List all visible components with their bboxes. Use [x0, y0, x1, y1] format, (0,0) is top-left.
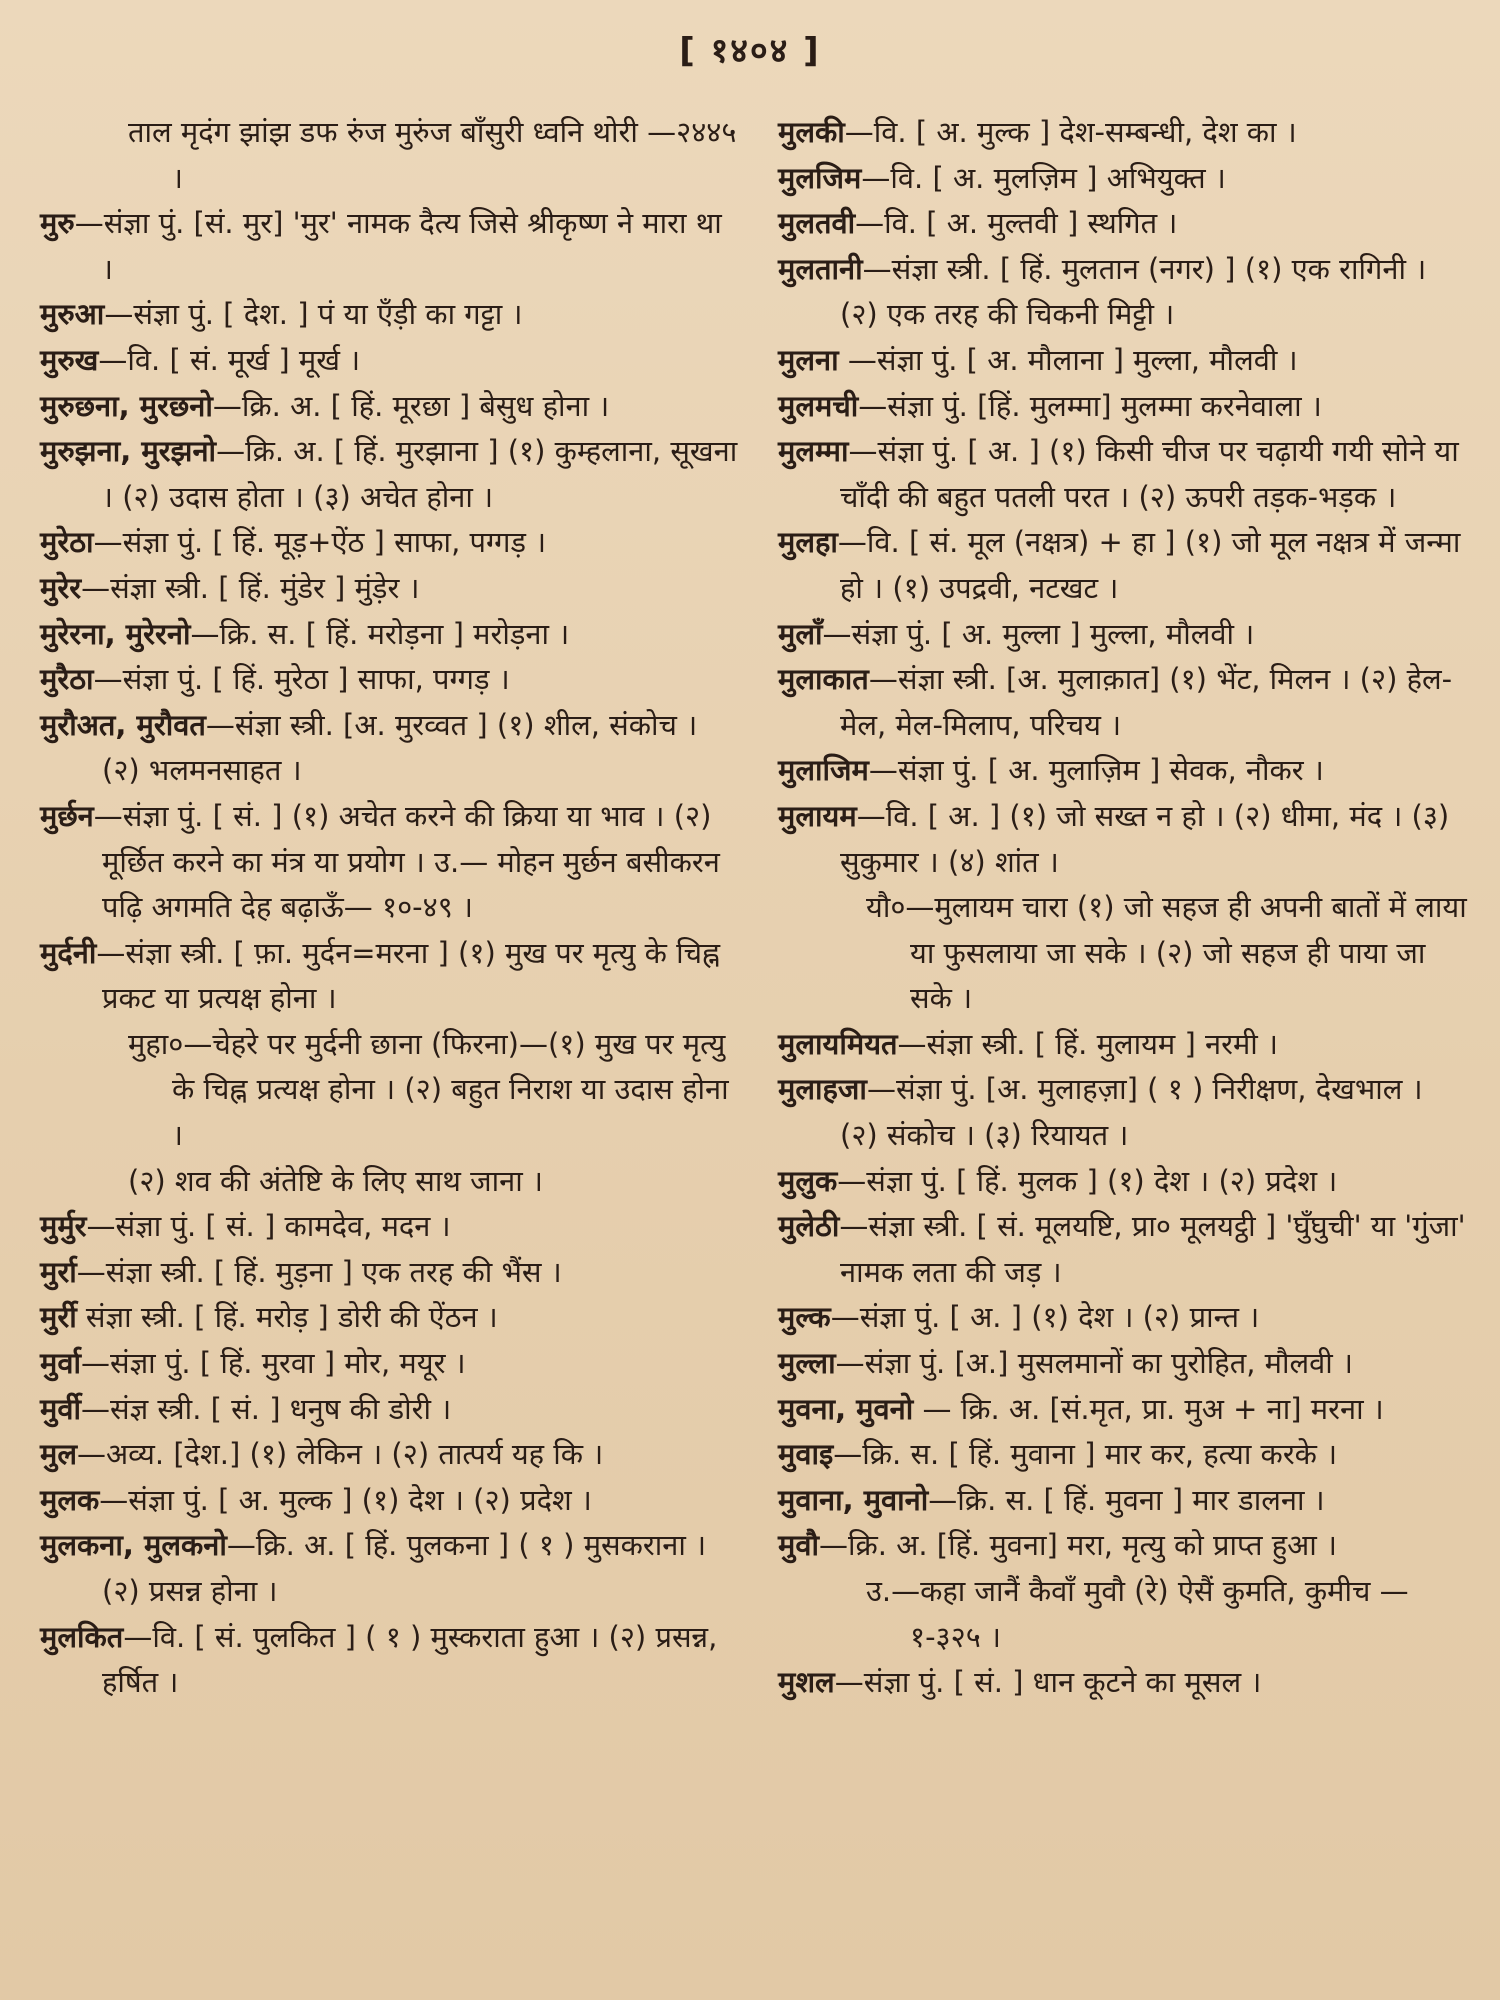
entry-headword: मुलायम — [778, 798, 857, 833]
dictionary-entry — [40, 1204, 740, 1250]
entry-definition: —संज्ञा स्त्री. [ हिं. मुंडेर ] मुंड़ेर । — [81, 570, 420, 605]
dictionary-entry — [40, 1387, 740, 1433]
dictionary-entry — [778, 201, 1468, 247]
dictionary-entry — [40, 612, 740, 658]
entry-headword: मुलतवी — [778, 206, 856, 241]
entry-headword: मुर्दनी — [40, 935, 97, 970]
dictionary-entry — [778, 885, 1468, 1022]
entry-headword: मुवाइ — [778, 1437, 834, 1472]
entry-definition: —क्रि. अ. [हिं. मुवना] मरा, मृत्यु को प्राप्त हुआ । — [818, 1528, 1337, 1563]
dictionary-entry — [778, 1478, 1468, 1524]
entry-definition: —संज्ञा पुं. [सं. मुर] 'मुर' नामक दैत्य जिसे श्रीकृष्ण ने मारा था । — [74, 206, 722, 286]
entry-headword: मुलाँ — [778, 616, 823, 651]
dictionary-entry — [40, 520, 740, 566]
entry-definition: —वि. [ अ. ] (१) जो सख्त न हो । (२) धीमा, मंद । (३) सुकुमार । (४) शांत । — [840, 798, 1450, 879]
dictionary-entry — [778, 110, 1468, 156]
entry-headword: मुरु — [40, 206, 75, 241]
entry-headword: मुर्रा — [40, 1254, 77, 1289]
entry-definition: —संज्ञा पुं. [ अ. मुल्ला ] मुल्ला, मौलवी । — [822, 616, 1255, 651]
entry-headword: मुलहा — [778, 525, 838, 560]
dictionary-entry — [40, 1478, 740, 1524]
dictionary-entry — [40, 1523, 740, 1614]
dictionary-entry — [778, 1660, 1468, 1706]
dictionary-entry — [778, 794, 1468, 885]
dictionary-entry — [778, 429, 1468, 520]
entry-definition: —संज्ञा स्त्री. [ सं. मूलयष्टि, प्रा० मूलयट्ठी ] 'घुँघुची' या 'गुंजा' नामक लता की जड़ । — [839, 1209, 1466, 1289]
entry-headword: मुरुछना, मुरछनो — [40, 388, 213, 423]
entry-definition: —संज्ञा पुं. [ अ. ] (१) देश । (२) प्रान्त । — [830, 1300, 1260, 1335]
entry-definition: ताल मृदंग झांझ डफ रुंज मुरुंज बाँसुरी ध्वनि थोरी —२४४५ । — [128, 115, 737, 195]
dictionary-entry — [778, 1341, 1468, 1387]
entry-definition: —क्रि. स. [ हिं. मुवना ] मार डालना । — [928, 1482, 1325, 1517]
entry-headword: मुर्मुर — [40, 1209, 87, 1244]
entry-headword: मुल — [40, 1437, 78, 1472]
dictionary-entry — [778, 612, 1468, 658]
entry-headword: मुरेर — [40, 570, 82, 605]
entry-headword: मुवना, मुवनो — [778, 1391, 914, 1426]
dictionary-entry — [40, 566, 740, 612]
entry-headword: मुवाना, मुवानो — [778, 1482, 929, 1517]
entry-headword: मुलाजिम — [778, 753, 869, 788]
dictionary-entry — [778, 1159, 1468, 1205]
entry-definition: —क्रि. अ. [ हिं. मुरझाना ] (१) कुम्हलाना, सूखना । (२) उदास होता । (३) अचेत होना । — [102, 434, 738, 514]
entry-definition: —क्रि. अ. [ हिं. पुलकना ] ( १ ) मुसकराना । (२) प्रसन्न होना । — [102, 1528, 707, 1608]
entry-headword: मुरुख — [40, 342, 99, 377]
entry-headword: मुलजिम — [778, 160, 862, 195]
entry-headword: मुल्क — [778, 1300, 831, 1335]
entry-definition: —वि. [ अ. मुलज़िम ] अभियुक्त । — [861, 160, 1226, 195]
entry-definition: उ.—कहा जानैं कैवाँ मुवौ (रे) ऐसैं कुमति, कुमीच —१-३२५ । — [866, 1574, 1409, 1654]
entry-headword: मुलम्मा — [778, 434, 849, 469]
entry-definition: —क्रि. स. [ हिं. मुवाना ] मार कर, हत्या करके । — [833, 1437, 1338, 1472]
dictionary-entry — [778, 1295, 1468, 1341]
dictionary-entry — [778, 1204, 1468, 1295]
entry-definition: —क्रि. अ. [ हिं. मूरछा ] बेसुध होना । — [212, 388, 610, 423]
dictionary-entry — [40, 931, 740, 1022]
entry-definition: —संज्ञा पुं. [ हिं. मुलक ] (१) देश । (२) प्रदेश । — [837, 1163, 1338, 1198]
dictionary-entry — [40, 384, 740, 430]
entry-definition: मुहा०—चेहरे पर मुर्दनी छाना (फिरना)—(१) मुख पर मृत्यु के चिह्न प्रत्यक्ष होना । (२) बहुत निराश या उदास होना । — [128, 1026, 729, 1153]
entry-definition: —संज्ञा पुं. [ अ. ] (१) किसी चीज पर चढ़ायी गयी सोने या चाँदी की बहुत पतली परत । (२) ऊपरी तड़क-भड़क । — [840, 434, 1459, 514]
entry-definition: —संज्ञा पुं. [ हिं. मुरवा ] मोर, मयूर । — [80, 1346, 466, 1381]
entry-definition: — क्रि. अ. [सं.मृत, प्रा. मुअ + ना] मरना । — [913, 1391, 1384, 1426]
right-column — [778, 110, 1468, 1706]
entry-definition: —अव्य. [देश.] (१) लेकिन । (२) तात्पर्य यह कि । — [77, 1437, 604, 1472]
entry-headword: मुर्वा — [40, 1346, 81, 1381]
entry-definition: —संज्ञा पुं. [हिं. मुलम्मा] मुलम्मा करनेवाला । — [858, 388, 1322, 423]
dictionary-entry — [778, 1523, 1468, 1569]
entry-headword: मुरुझना, मुरझनो — [40, 434, 217, 469]
entry-headword: मुर्री — [40, 1300, 77, 1335]
entry-definition: —वि. [ सं. मूर्ख ] मूर्ख । — [98, 342, 361, 377]
dictionary-entry — [40, 703, 740, 794]
dictionary-entry — [40, 794, 740, 931]
entry-headword: मुलमची — [778, 388, 859, 423]
entry-headword: मुरेरना, मुरेरनो — [40, 616, 191, 651]
entry-headword: मुलाकात — [778, 662, 869, 697]
entry-headword: मुलना — [778, 342, 839, 377]
dictionary-entry — [40, 657, 740, 703]
entry-definition: —संज्ञा पुं. [ हिं. मुरेठा ] साफा, पग्गड़ । — [93, 662, 510, 697]
dictionary-entry — [40, 338, 740, 384]
dictionary-entry — [40, 292, 740, 338]
entry-definition: —संज्ञा स्त्री. [ हिं. मुड़ना ] एक तरह की भैंस । — [76, 1254, 562, 1289]
entry-definition: —वि. [ सं. पुलकित ] ( १ ) मुस्कराता हुआ । (२) प्रसन्न, हर्षित । — [102, 1619, 718, 1700]
entry-definition: —संज्ञा पुं. [ देश. ] पं या एँड़ी का गट्टा । — [104, 297, 523, 332]
entry-headword: मुलतानी — [778, 251, 863, 286]
dictionary-entry — [778, 156, 1468, 202]
entry-headword: मुलाहजा — [778, 1072, 867, 1107]
entry-definition: —संज्ञा स्त्री. [अ. मुलाक़ात] (१) भेंट, मिलन । (२) हेल-मेल, मेल-मिलाप, परिचय । — [840, 662, 1453, 742]
entry-definition: यौ०—मुलायम चारा (१) जो सहज ही अपनी बातों में लाया या फुसलाया जा सके । (२) जो सहज ही पाया जा सके । — [866, 890, 1467, 1016]
entry-definition: —संज्ञा पुं. [ अ. मौलाना ] मुल्ला, मौलवी । — [838, 342, 1298, 377]
dictionary-entry — [778, 657, 1468, 748]
entry-definition: —संज्ञा पुं. [ अ. मुलाज़िम ] सेवक, नौकर । — [868, 753, 1324, 788]
entry-headword: मुलुक — [778, 1163, 838, 1198]
entry-definition: —संज्ञा पुं. [ सं. ] (१) अचेत करने की क्रिया या भाव । (२) मूर्छित करने का मंत्र या प्रयोग । उ.— मोहन मुर्छन बसीकरन पढ़ि अगमति देह बढ़ाऊँ— १०-४९ । — [93, 798, 720, 925]
dictionary-entry — [778, 520, 1468, 611]
entry-headword: मुर्छन — [40, 798, 94, 833]
entry-headword: मुल्ला — [778, 1346, 836, 1381]
dictionary-entry — [778, 748, 1468, 794]
entry-definition: —संज्ञा पुं. [अ. मुलाहज़ा] ( १ ) निरीक्षण, देखभाल । (२) संकोच । (३) रियायत । — [840, 1072, 1423, 1153]
entry-headword: मुलकी — [778, 115, 845, 149]
entry-headword: मुर्वी — [40, 1391, 81, 1426]
entry-headword: मुलकना, मुलकनो — [40, 1528, 227, 1563]
dictionary-entry — [40, 1295, 740, 1341]
entry-headword: मुलायमियत — [778, 1026, 898, 1061]
entry-definition: —संज्ञा स्त्री. [ हिं. मुलायम ] नरमी । — [897, 1026, 1279, 1061]
dictionary-entry — [778, 1387, 1468, 1433]
entry-headword: मुरुआ — [40, 297, 105, 332]
entry-headword: मुरेठा — [40, 525, 94, 560]
dictionary-entry — [40, 1432, 740, 1478]
dictionary-entry — [778, 247, 1468, 338]
entry-definition: —संज्ञा पुं. [ अ. मुल्क ] (१) देश । (२) प्रदेश । — [99, 1482, 592, 1517]
entry-headword: मुवौ — [778, 1528, 819, 1563]
dictionary-entry — [40, 1341, 740, 1387]
entry-definition: —संज्ञा स्त्री. [ हिं. मुलतान (नगर) ] (१) एक रागिनी । (२) एक तरह की चिकनी मिट्टी । — [840, 251, 1427, 332]
entry-definition: —संज्ञा पुं. [ सं. ] धान कूटने का मूसल । — [834, 1665, 1262, 1700]
page-number: [ १४०४ ] — [679, 31, 821, 71]
entry-definition: संज्ञा स्त्री. [ हिं. मरोड़ ] डोरी की ऐंठन । — [76, 1300, 498, 1335]
dictionary-entry — [40, 201, 740, 292]
left-column — [40, 110, 740, 1706]
entry-headword: मुलक — [40, 1482, 100, 1517]
entry-definition: —वि. [ सं. मूल (नक्षत्र) + हा ] (१) जो मूल नक्षत्र में जन्मा हो । (१) उपद्रवी, नटखट । — [837, 525, 1461, 605]
dictionary-entry — [40, 1615, 740, 1706]
entry-definition: —संज्ञा पुं. [अ.] मुसलमानों का पुरोहित, मौलवी । — [835, 1346, 1354, 1381]
entry-definition: —संज्ञा पुं. [ हिं. मूड़+ऐंठ ] साफा, पग्गड़ । — [93, 525, 547, 560]
entry-headword: मुशल — [778, 1665, 835, 1700]
entry-definition: —वि. [ अ. मुल्तवी ] स्थगित । — [855, 206, 1178, 241]
dictionary-entry — [40, 1159, 740, 1205]
entry-headword: मुरैठा — [40, 662, 94, 697]
dictionary-entry — [40, 429, 740, 520]
dictionary-entry — [778, 1022, 1468, 1068]
entry-definition: (२) शव की अंतेष्टि के लिए साथ जाना । — [128, 1163, 543, 1198]
dictionary-entry — [778, 338, 1468, 384]
dictionary-entry — [40, 110, 740, 201]
dictionary-entry — [778, 1067, 1468, 1158]
entry-definition: —संज्ञ स्त्री. [ सं. ] धनुष की डोरी । — [80, 1391, 452, 1426]
entry-headword: मुलेठी — [778, 1209, 840, 1244]
entry-headword: मुलकित — [40, 1619, 124, 1654]
entry-definition: —संज्ञा स्त्री. [ फ़ा. मुर्दन=मरना ] (१) मुख पर मृत्यु के चिह्न प्रकट या प्रत्यक्ष होना । — [96, 935, 721, 1016]
dictionary-entry — [40, 1250, 740, 1296]
dictionary-entry — [778, 1569, 1468, 1660]
dictionary-entry — [778, 384, 1468, 430]
entry-headword: मुरौअत, मुरौवत — [40, 707, 206, 742]
entry-definition: —संज्ञा पुं. [ सं. ] कामदेव, मदन । — [86, 1209, 451, 1244]
dictionary-entry — [778, 1432, 1468, 1478]
entry-definition: —संज्ञा स्त्री. [अ. मुरव्वत ] (१) शील, संकोच । (२) भलमनसाहत । — [102, 707, 698, 788]
dictionary-entry — [40, 1022, 740, 1159]
entry-definition: —क्रि. स. [ हिं. मरोड़ना ] मरोड़ना । — [190, 616, 570, 651]
entry-definition: —वि. [ अ. मुल्क ] देश-सम्बन्धी, देश का । — [844, 115, 1297, 149]
